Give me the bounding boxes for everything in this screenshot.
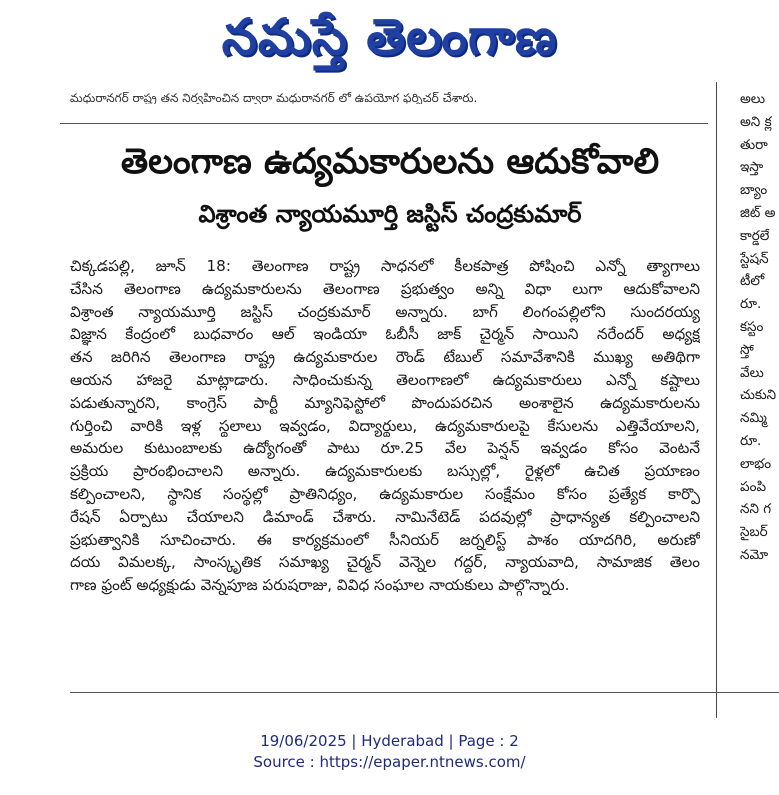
article-body: [70, 255, 700, 597]
body-line: రేషన్ ఏర్పాటు చేయాలని డిమాండ్ చేశారు. నామినేటెడ్ పదవుల్లో ప్రాధాన్యత కల్పించాలని: [70, 507, 700, 526]
newspaper-logo: నమస్తే తెలంగాణ: [221, 8, 558, 66]
side-line: అని క్ల: [740, 113, 772, 130]
side-line: వేలు: [740, 364, 764, 381]
side-line: తురా: [740, 136, 768, 153]
body-line: చేసిన తెలంగాణ ఉద్యమకారులను తెలంగాణ ప్రభుత్వం అన్ని విధా లుగా ఆదుకోవాలని: [70, 279, 700, 298]
side-line: నమో: [740, 546, 769, 563]
body-line: చిక్కడపల్లి, జూన్ 18: తెలంగాణ రాష్ట్ర సాధనలో కీలకపాత్ర పోషించి ఎన్నో త్యాగాలు: [70, 257, 700, 275]
side-line: చుకుని: [740, 387, 777, 404]
body-line: గాణ ఫ్రంట్ అధ్యక్షుడు వెన్నపూజ పరుషరాజు, వివిధ సంఘాల నాయకులు పాల్గొన్నారు.: [70, 576, 570, 595]
body-line: కల్పించాలని, స్థానిక సంస్థల్లో ప్రాతినిధ్యం, ఉద్యమకారుల సంక్షేమం కోసం ప్రత్యేక కార్పొ: [70, 484, 700, 503]
body-line: విశ్రాంత న్యాయమూర్తి జస్టిస్ చంద్రకుమార్ అన్నారు. బాగ్ లింగంపల్లిలోని సుందరయ్య: [70, 302, 700, 321]
body-line: ప్రభుత్వానికి సూచించారు. ఈ కార్యక్రమంలో సీనియర్ జర్నలిస్ట్ పాశం యాదగిరి, అరుణో: [70, 530, 700, 549]
side-line: రూ.: [740, 432, 762, 449]
article-headline: తెలంగాణ ఉద్యమకారులను ఆదుకోవాలి: [120, 142, 660, 182]
body-line: పడుతున్నారని, కాంగ్రెస్ పార్టీ మ్యానిఫెస్టోలో పొందుపరచిన అంశాలైన ఉద్యమకారులను: [70, 393, 700, 412]
side-line: నని గ: [740, 501, 772, 518]
body-line: ఆయన హాజరై మాట్లాడారు. సాధించుకున్న తెలంగాణలో ఉద్యమకారులు ఎన్నో కష్టాలు: [70, 370, 700, 389]
footer-source-link[interactable]: Source : https://epaper.ntnews.com/: [253, 753, 526, 771]
adjacent-article-column: [740, 88, 779, 708]
side-line: లాభం: [740, 455, 772, 472]
footer-date-edition: 19/06/2025 | Hyderabad | Page : 2: [260, 732, 519, 750]
body-line: దయ విమలక్క, సాంస్కృతిక సమాఖ్య చైర్మన్ వెన్నెల గద్దర్, న్యాయవాది, సామాజిక తెలం: [70, 553, 700, 572]
side-line: స్తో: [740, 341, 754, 358]
side-line: కస్టం: [740, 318, 764, 335]
side-line: ఇస్తా: [740, 159, 764, 176]
side-line: స్టేషన్: [740, 250, 769, 267]
side-line: జిట్ అ: [740, 204, 776, 221]
previous-article-tail: మధురానగర్ రాష్ట్ర తన నిర్వహించిన ద్వారా మధురానగర్ లో ఉపయోగ ఫర్నిచర్ చేశారు.: [70, 92, 478, 104]
bottom-divider: [70, 692, 779, 693]
page-footer: [0, 731, 779, 773]
top-divider: [60, 123, 708, 124]
article-subheadline: విశ్రాంత న్యాయమూర్తి జస్టిస్ చంద్రకుమార్: [198, 200, 582, 228]
body-line: అమరుల కుటుంబాలకు ఉద్యోగంతో పాటు రూ.25 వేల పెన్షన్ ఇవ్వడం కోసం వెంటనే: [70, 439, 700, 458]
side-line: బ్యాం: [740, 182, 768, 199]
side-line: రూ.: [740, 296, 762, 313]
side-line: టీలో: [740, 273, 765, 290]
body-line: ప్రక్రియ ప్రారంభించాలని అన్నారు. ఉద్యమకారులకు బస్సుల్లో, రైళ్లలో ఉచిత ప్రయాణం: [70, 462, 700, 481]
side-line: నమ్మి: [740, 410, 767, 427]
side-line: పంపి: [740, 478, 767, 495]
side-line: అలు: [740, 91, 766, 107]
newspaper-clipping: [0, 82, 779, 718]
body-line: గుర్తించి వారికి ఇళ్ల స్థలాలు ఇవ్వడం, విద్యార్థులు, ఉద్యమకారులపై కేసులను ఎత్తివేయాలని,: [70, 416, 700, 435]
column-divider: [716, 82, 717, 718]
masthead: [0, 0, 779, 80]
body-line: విజ్ఞాన కేంద్రంలో బుధవారం ఆల్ ఇండియా ఓబీసీ జాక్ చైర్మన్ సాయిని నరేందర్ అధ్యక్ష: [70, 325, 700, 344]
body-line: తన జరిగిన తెలంగాణ రాష్ట్ర ఉద్యమకారుల రౌండ్ టేబుల్ సమావేశానికి ముఖ్య అతిథిగా: [70, 348, 700, 367]
side-line: కార్డలే: [740, 227, 770, 244]
side-line: సైబర్: [740, 524, 768, 541]
